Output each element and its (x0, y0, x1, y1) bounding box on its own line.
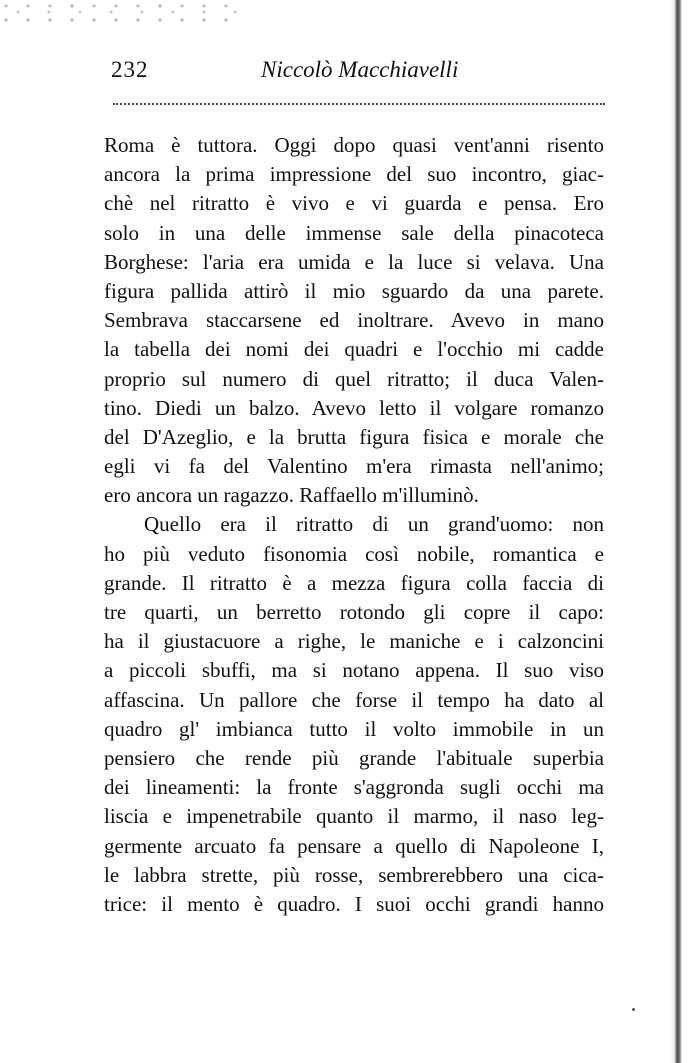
text-line: a piccoli sbuffi, ma si notano appena. Il suo viso (104, 658, 604, 683)
page-edge-shadow (670, 0, 682, 1063)
text-line: tre quarti, un berretto rotondo gli copre il capo: (104, 600, 604, 624)
text-line: ha il giustacuore a righe, le maniche e i calzoncini (104, 629, 604, 654)
text-line: solo in una delle immense sale della pinacoteca (104, 220, 604, 245)
running-title: Niccolò Macchiavelli (261, 57, 459, 82)
text-line: pensiero che rende più grande l'abituale superbia (104, 745, 604, 770)
text-line: Quello era il ritratto di un grand'uomo: non (144, 512, 604, 537)
text-line: quadro gl' imbianca tutto il volto immobile in un (104, 716, 604, 741)
text-line: ero ancora un ragazzo. Raffaello m'illuminò. (104, 483, 479, 508)
header-rule (113, 103, 605, 105)
text-line: ancora la prima impressione del suo incontro, giac- (104, 162, 604, 187)
text-line: figura pallida attirò il mio sguardo da una parete. (104, 278, 604, 303)
scan-speckle (0, 0, 240, 22)
paragraph-2 (104, 510, 604, 919)
text-line: proprio sul numero di quel ritratto; il duca Valen- (104, 366, 604, 391)
text-line: dei lineamenti: la fronte s'aggronda sugli occhi ma (104, 775, 604, 800)
page-header (111, 57, 607, 87)
text-line: egli vi fa del Valentino m'era rimasta nell'animo; (104, 454, 604, 479)
page-number: 232 (111, 57, 149, 82)
scan-mark (632, 1008, 635, 1011)
text-line: tino. Diedi un balzo. Avevo letto il volgare romanzo (104, 395, 604, 420)
text-line: ho più veduto fisonomia così nobile, romantica e (104, 541, 604, 566)
text-line: affascina. Un pallore che forse il tempo ha dato al (104, 687, 604, 712)
text-line: trice: il mento è quadro. I suoi occhi grandi hanno (104, 891, 604, 916)
text-line: liscia e impenetrabile quanto il marmo, il naso leg- (104, 804, 604, 829)
text-line: del D'Azeglio, e la brutta figura fisica e morale che (104, 424, 604, 449)
text-line: chè nel ritratto è vivo e vi guarda e pensa. Ero (104, 191, 604, 216)
paragraph-1 (104, 131, 604, 510)
body-text (104, 131, 604, 919)
text-line: germente arcuato fa pensare a quello di Napoleone I, (104, 833, 604, 858)
text-line: Sembrava staccarsene ed inoltrare. Avevo in mano (104, 308, 604, 333)
text-line: le labbra strette, più rosse, sembrerebbero una cica- (104, 862, 604, 887)
text-line: Borghese: l'aria era umida e la luce si velava. Una (104, 249, 604, 274)
text-line: Roma è tuttora. Oggi dopo quasi vent'anni risento (104, 133, 604, 157)
text-line: grande. Il ritratto è a mezza figura colla faccia di (104, 570, 604, 595)
text-line: la tabella dei nomi dei quadri e l'occhio mi cadde (104, 337, 604, 362)
